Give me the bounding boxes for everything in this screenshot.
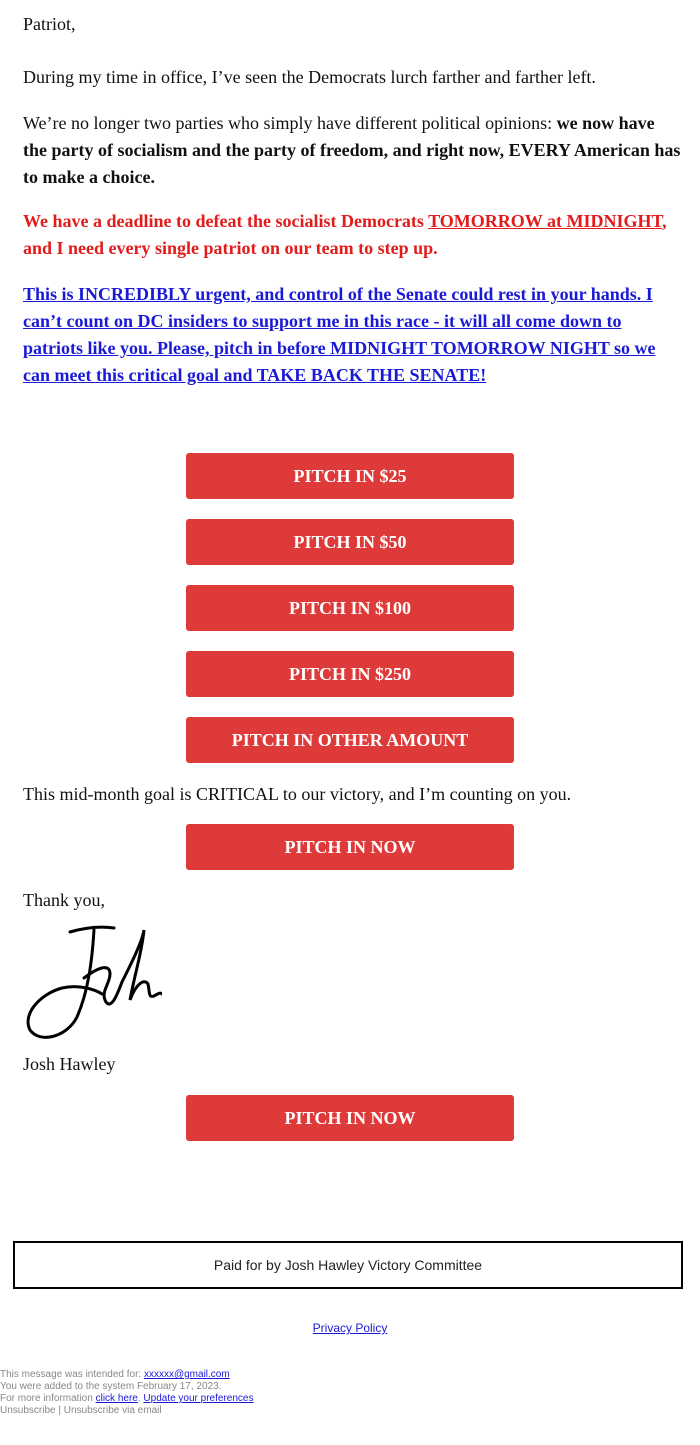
email-footer xyxy=(0,1369,253,1417)
paragraph-3-end: , and I need every single patriot on our team to step up. xyxy=(23,211,667,258)
unsubscribe-email-link[interactable]: Unsubscribe via email xyxy=(63,1405,162,1416)
urgent-donate-link[interactable]: This is INCREDIBLY urgent, and control of the Senate could rest in your hands. I can’t count on DC insiders to support me in this race - it will all come down to patriots like you. Please, pitch in before MIDNIGHT TOMORROW NIGHT so we can meet this critical goal and TAKE BACK THE SENATE! xyxy=(23,284,656,385)
recipient-email-link[interactable]: xxxxxx@gmail.com xyxy=(143,1369,230,1380)
privacy-policy-link[interactable]: Privacy Policy xyxy=(312,1321,388,1335)
more-info-line xyxy=(0,1393,253,1405)
intended-for-line xyxy=(0,1369,253,1381)
signature-image xyxy=(22,922,162,1047)
pitch-in-now-button-2[interactable]: PITCH IN NOW xyxy=(186,1095,514,1141)
thank-you: Thank you, xyxy=(23,890,105,910)
paid-for-disclaimer: Paid for by Josh Hawley Victory Committee xyxy=(13,1241,683,1289)
unsubscribe-link[interactable]: Unsubscribe xyxy=(0,1405,56,1416)
update-preferences-link[interactable]: Update your preferences xyxy=(143,1393,254,1404)
paragraph-2 xyxy=(23,110,683,191)
deadline-link[interactable]: TOMORROW at MIDNIGHT xyxy=(428,211,663,231)
greeting: Patriot, xyxy=(23,14,76,34)
privacy-policy-row xyxy=(0,1321,700,1335)
unsubscribe-line xyxy=(0,1405,253,1417)
pitch-in-other-amount-button[interactable]: PITCH IN OTHER AMOUNT xyxy=(186,717,514,763)
paragraph-2-bold: we now have the party of socialism and the party of freedom, and right now, EVERY American has to make a choice. xyxy=(23,113,681,187)
intended-for-label: This message was intended for: xyxy=(0,1369,142,1380)
pitch-in-now-button-1[interactable]: PITCH IN NOW xyxy=(186,824,514,870)
paragraph-1: During my time in office, I’ve seen the Democrats lurch farther and farther left. xyxy=(23,67,596,87)
pitch-in-250-button[interactable]: PITCH IN $250 xyxy=(186,651,514,697)
paragraph-4 xyxy=(23,281,683,389)
added-date-line: You were added to the system February 17, 2023. xyxy=(0,1381,222,1392)
click-here-link[interactable]: click here xyxy=(95,1393,138,1404)
unsubscribe-separator: | xyxy=(58,1405,61,1416)
signer-name: Josh Hawley xyxy=(23,1054,116,1074)
paragraph-2-plain: We’re no longer two parties who simply have different political opinions: xyxy=(23,113,553,133)
paragraph-3 xyxy=(23,208,683,262)
pitch-in-25-button[interactable]: PITCH IN $25 xyxy=(186,453,514,499)
separator-dot: . xyxy=(137,1393,141,1404)
paragraph-5: This mid-month goal is CRITICAL to our victory, and I’m counting on you. xyxy=(23,784,572,804)
more-info-label: For more information xyxy=(0,1393,93,1404)
pitch-in-100-button[interactable]: PITCH IN $100 xyxy=(186,585,514,631)
pitch-in-50-button[interactable]: PITCH IN $50 xyxy=(186,519,514,565)
paragraph-3-start: We have a deadline to defeat the socialist Democrats xyxy=(23,211,424,231)
